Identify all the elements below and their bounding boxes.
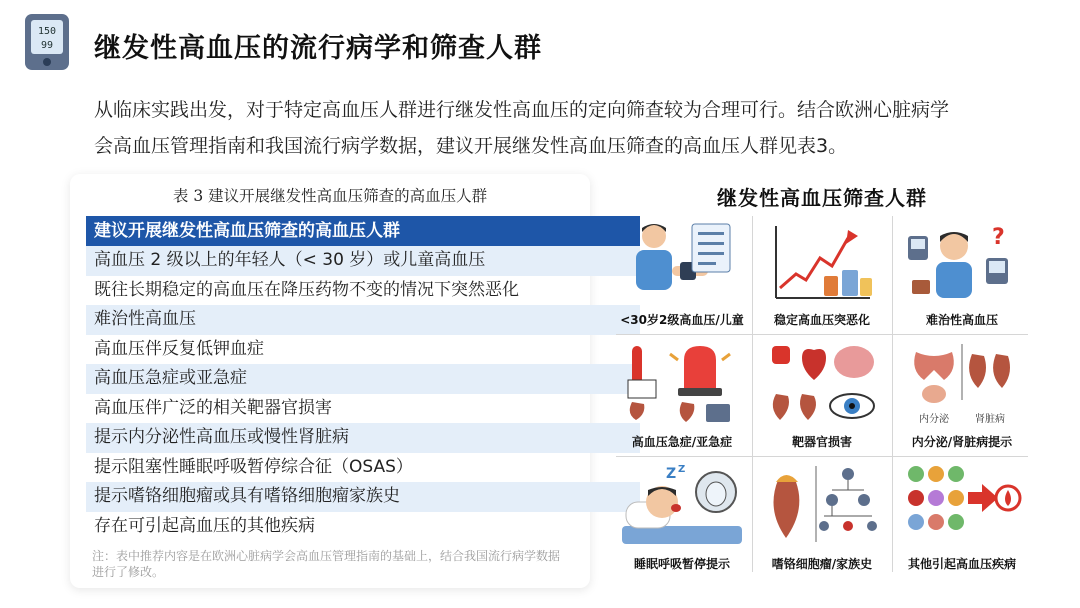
- table-row: 高血压急症或亚急症: [86, 364, 640, 394]
- cell-label: 睡眠呼吸暂停提示: [633, 557, 730, 571]
- table-row: 提示嗜铬细胞瘤或具有嗜铬细胞瘤家族史: [86, 482, 640, 512]
- intro-paragraph: [94, 92, 1034, 164]
- intro-line-1: 从临床实践出发，对于特定高血压人群进行继发性高血压的定向筛查较为合理可行。结合欧洲心脏病学: [94, 99, 950, 121]
- svg-text:Z: Z: [678, 464, 686, 475]
- cell-label: 靶器官损害: [791, 435, 852, 449]
- infographic-cell-endocrine-renal: [892, 334, 1032, 456]
- table-row: 存在可引起高血压的其他疾病: [94, 515, 315, 536]
- infographic-cell-resistant: [892, 212, 1032, 334]
- table-header: 建议开展继发性高血压筛查的高血压人群: [86, 216, 640, 246]
- bp-monitor-icon: [22, 12, 72, 72]
- sublabel-kidney: 肾脏病: [975, 414, 1005, 425]
- table-row: 高血压伴广泛的相关靶器官损害: [94, 397, 332, 418]
- sleep-apnea-cpap-icon: [622, 462, 742, 554]
- infographic-grid: [612, 212, 1032, 578]
- grid-divider: [616, 456, 1028, 457]
- young-patient-bp-cuff-icon: [622, 218, 742, 310]
- grid-divider: [892, 216, 893, 572]
- infographic-cell-osas: [612, 456, 752, 578]
- bp-systolic: 150: [37, 26, 57, 37]
- infographic-cell-pheo: [752, 456, 892, 578]
- table-caption: 表 3 建议开展继发性高血压筛查的高血压人群: [172, 187, 488, 205]
- svg-text:Z: Z: [666, 466, 677, 482]
- infographic-cell-emergency: [612, 334, 752, 456]
- screening-table: [86, 216, 640, 541]
- infographic-cell-organ-damage: [752, 334, 892, 456]
- rising-chart-medicine-icon: [762, 218, 882, 310]
- cell-label: 稳定高血压突恶化: [773, 313, 870, 327]
- bp-diastolic: 99: [40, 40, 54, 51]
- infographic-cell-worsening: [752, 212, 892, 334]
- table-row: 难治性高血压: [86, 305, 640, 335]
- stressed-patient-monitors-icon: [902, 218, 1022, 310]
- cell-label: 高血压急症/亚急症: [631, 435, 733, 449]
- infographic-cell-young: [612, 212, 752, 334]
- svg-text:?: ?: [992, 225, 1005, 250]
- table-panel: [70, 174, 590, 588]
- infographic-cell-other: [892, 456, 1032, 578]
- other-diseases-arrow-icon: [902, 462, 1022, 554]
- grid-divider: [616, 334, 1028, 335]
- table-row: 提示内分泌性高血压或慢性肾脏病: [86, 423, 640, 453]
- table-row: 高血压 2 级以上的年轻人（< 30 岁）或儿童高血压: [86, 246, 640, 276]
- table-row: 提示阻塞性睡眠呼吸暂停综合征（OSAS）: [94, 456, 413, 477]
- sublabel-endocrine: 内分泌: [919, 414, 949, 425]
- table-row: 既往长期稳定的高血压在降压药物不变的情况下突然恶化: [94, 279, 519, 300]
- table-note: 注：表中推荐内容是在欧洲心脏病学会高血压管理指南的基础上，结合我国流行病学数据进行了修改。: [92, 549, 561, 579]
- intro-line-2: 会高血压管理指南和我国流行病学数据，建议开展继发性高血压筛查的高血压人群见表3。: [94, 135, 848, 157]
- adrenal-family-tree-icon: [762, 462, 882, 554]
- alarm-siren-kidney-icon: [622, 340, 742, 432]
- page-title: 继发性高血压的流行病学和筛查人群: [94, 33, 542, 64]
- thyroid-kidney-icon: [902, 340, 1022, 432]
- cell-label: 难治性高血压: [925, 313, 998, 327]
- table-row: 高血压伴反复低钾血症: [94, 338, 264, 359]
- heart-brain-kidney-eye-icon: [762, 340, 882, 432]
- cell-label: <30岁2级高血压/儿童: [620, 313, 744, 327]
- cell-label: 其他引起高血压疾病: [907, 557, 1016, 571]
- infographic-title: 继发性高血压筛查人群: [717, 186, 927, 210]
- grid-divider: [752, 216, 753, 572]
- cell-label: 嗜铬细胞瘤/家族史: [771, 557, 873, 571]
- cell-label: 内分泌/肾脏病提示: [911, 435, 1013, 449]
